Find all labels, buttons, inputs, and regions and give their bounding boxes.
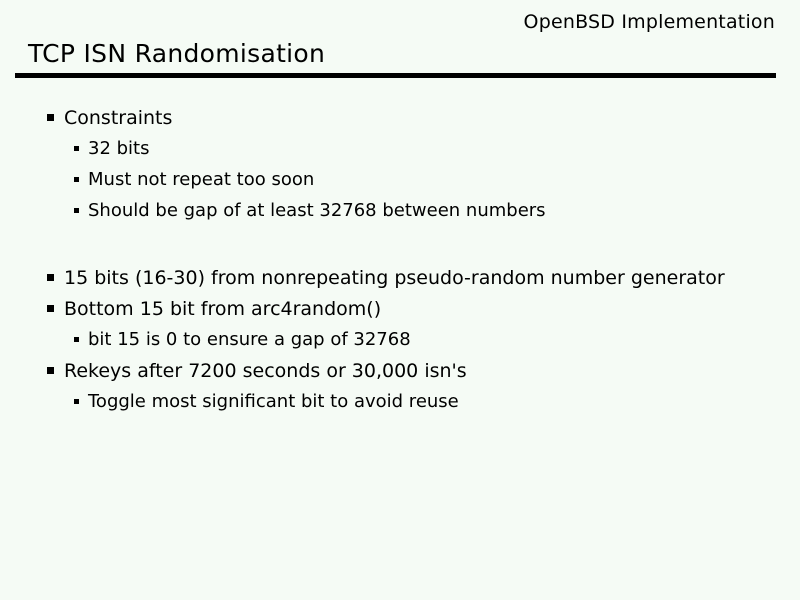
page-title: TCP ISN Randomisation xyxy=(28,39,326,68)
bullet-square-icon xyxy=(74,208,79,213)
list-item xyxy=(0,133,800,164)
bullet-square-icon xyxy=(47,114,54,121)
bullet-text: 15 bits (16-30) from nonrepeating pseudo-random number generator xyxy=(64,266,725,289)
list-item xyxy=(0,164,800,195)
bullet-square-icon xyxy=(74,337,79,342)
bullet-text: Toggle most significant bit to avoid reuse xyxy=(88,391,459,412)
bullet-text: Constraints xyxy=(64,106,173,129)
bullet-list xyxy=(0,102,800,417)
list-item xyxy=(0,262,800,293)
list-item xyxy=(0,102,800,133)
bullet-text: bit 15 is 0 to ensure a gap of 32768 xyxy=(88,329,411,350)
list-item xyxy=(0,386,800,417)
list-item xyxy=(0,195,800,226)
bullet-text: Should be gap of at least 32768 between numbers xyxy=(88,200,546,221)
bullet-text: Bottom 15 bit from arc4random() xyxy=(64,297,382,320)
bullet-square-icon xyxy=(47,274,54,281)
section-spacer xyxy=(0,226,800,262)
bullet-text: Rekeys after 7200 seconds or 30,000 isn's xyxy=(64,359,467,382)
bullet-square-icon xyxy=(74,177,79,182)
list-item xyxy=(0,293,800,324)
list-item xyxy=(0,324,800,355)
bullet-text: Must not repeat too soon xyxy=(88,169,315,190)
bullet-square-icon xyxy=(47,305,54,312)
title-divider xyxy=(15,73,776,78)
slide-context-label: OpenBSD Implementation xyxy=(523,11,775,33)
bullet-square-icon xyxy=(47,367,54,374)
list-item xyxy=(0,355,800,386)
bullet-square-icon xyxy=(74,146,79,151)
bullet-square-icon xyxy=(74,399,79,404)
bullet-text: 32 bits xyxy=(88,138,150,159)
